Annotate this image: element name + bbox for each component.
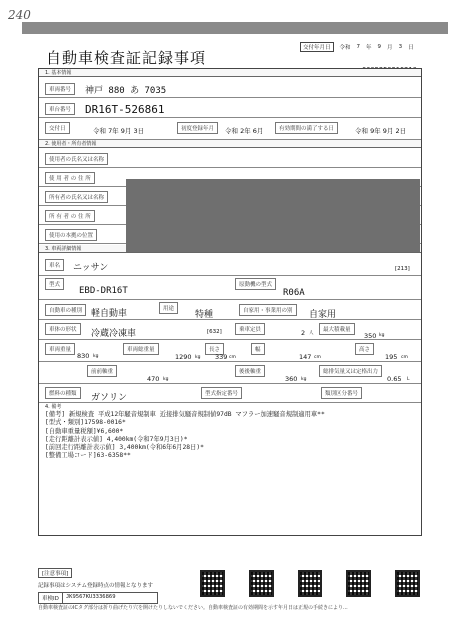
- notice-block: [38, 568, 188, 604]
- expiry-value: 令和 9年 9月 2日: [355, 127, 407, 135]
- dates-row: [39, 118, 421, 140]
- gross-weight-unit: kg: [195, 355, 201, 360]
- length-unit: cm: [229, 355, 236, 360]
- height-value: 195: [385, 353, 398, 361]
- qr-code-icon: [395, 570, 420, 597]
- chassis-number: DR16T-526861: [85, 103, 165, 116]
- front-axle-unit: kg: [163, 377, 169, 382]
- capacity-label: 乗車定員: [235, 323, 265, 335]
- type-row: [39, 276, 421, 300]
- width-value: 147: [299, 353, 312, 361]
- weight-label: 車両重量: [45, 343, 75, 355]
- maker-row: [39, 254, 421, 276]
- footer-notice: 自動車検査証のICタグ部分は折り曲げたり穴を開けたりしないでください。自動車検査証の有効期間を示す年月日は正規の手続きにより...: [38, 605, 348, 611]
- maker-code: [213]: [395, 266, 410, 272]
- issue-era: 令和: [339, 45, 351, 51]
- rear-axle-label: 後後軸重: [235, 365, 265, 377]
- registration-row: [39, 78, 421, 98]
- header-bar: [22, 22, 448, 34]
- note-line: [走行距離計表示値] 4,400km(令和7年9月3日)*: [45, 435, 188, 443]
- use-value: 特種: [195, 310, 214, 320]
- section-owner: 2. 使用者・所有者情報: [39, 140, 421, 148]
- body-value: 冷蔵冷凍車: [91, 329, 137, 339]
- owner-label-base-location: 使用の本拠の位置: [45, 229, 97, 241]
- page-title: 自動車検査証記録事項: [46, 49, 207, 67]
- displacement-value: 0.65: [387, 375, 402, 383]
- load-value: 350: [364, 332, 377, 340]
- issue-day-suffix: 日: [408, 45, 414, 51]
- width-unit: cm: [314, 355, 321, 360]
- load-label: 最大積載量: [319, 323, 355, 335]
- engine-label: 原動機の型式: [235, 278, 276, 290]
- owner-label-user-name: 使用者の氏名又は名称: [45, 153, 108, 165]
- section-vehicle: 3. 車両詳細情報: [39, 245, 421, 253]
- owner-label-owner-name: 所有者の氏名又は名称: [45, 191, 108, 203]
- rear-axle-value: 360: [285, 375, 298, 383]
- section-basic: 1. 基本情報: [39, 69, 421, 77]
- front-axle-label: 前前軸重: [87, 365, 117, 377]
- handwritten-number: 240: [8, 8, 31, 22]
- first-registration-value: 令和 2年 6月: [225, 127, 264, 135]
- kind-row: [39, 300, 421, 320]
- note-line: [自動車重量税額]¥6,600*: [45, 427, 124, 435]
- owner-row-1: [39, 149, 421, 168]
- gross-weight-value: 1290: [175, 353, 192, 361]
- axle-row: [39, 362, 421, 384]
- maker-value: ニッサン: [73, 263, 109, 273]
- vehicle-id-box: [38, 592, 158, 604]
- weight-value: 830: [77, 352, 90, 360]
- first-registration-label: 初度登録年月: [177, 122, 218, 134]
- fuel-label: 燃料の種類: [45, 387, 81, 399]
- qr-code-icon: [249, 570, 274, 597]
- weight-unit: kg: [93, 354, 99, 359]
- issue-month: 9: [377, 44, 382, 50]
- category-number-label: 類別区分番号: [321, 387, 362, 399]
- kind-label: 自動車の種別: [45, 304, 86, 316]
- model-number-label: 型式指定番号: [201, 387, 242, 399]
- issue-year: 7: [356, 44, 361, 50]
- issue-day: 3: [398, 44, 403, 50]
- notice-text: 記録事項はシステム登録時点の情報となります: [38, 583, 153, 589]
- chassis-label: 車台番号: [45, 103, 75, 115]
- kind-value: 軽自動車: [91, 309, 128, 319]
- vehicle-id-value: JK9567KU3336869: [65, 594, 116, 600]
- qr-code-icon: [200, 570, 225, 597]
- vehicle-id-label: 車検ID: [39, 593, 63, 603]
- capacity-unit: 人: [309, 331, 314, 336]
- fuel-row: [39, 384, 421, 403]
- purpose-value: 自家用: [309, 310, 337, 320]
- issue-year-suffix: 年: [366, 45, 372, 51]
- weight-row: [39, 340, 421, 362]
- redacted-owner-info: [126, 179, 420, 252]
- qr-code-icon: [346, 570, 371, 597]
- load-unit: kg: [379, 333, 385, 338]
- displacement-label: 総排気量又は定格出力: [319, 365, 382, 377]
- owner-label-owner-address: 所 有 者 の 住 所: [45, 210, 95, 222]
- registration-number: 神戸 880 あ 7035: [85, 86, 167, 96]
- fuel-value: ガソリン: [91, 393, 128, 403]
- note-line: [備考] 新規検査 平成12年騒音規制車 近接排気騒音規制値97dB マフラー加速騒音規制適用車**: [45, 411, 325, 418]
- registration-label: 車両番号: [45, 83, 75, 95]
- chassis-row: [39, 98, 421, 118]
- height-unit: cm: [401, 355, 408, 360]
- qr-code-group: [200, 570, 420, 597]
- notes-block: [45, 411, 415, 461]
- capacity-value: 2: [301, 329, 306, 337]
- issue-date-value: 令和 7年 9月 3日: [93, 127, 145, 135]
- engine-value: R06A: [283, 288, 305, 298]
- rear-axle-unit: kg: [301, 377, 307, 382]
- qr-code-icon: [298, 570, 323, 597]
- displacement-unit: L: [407, 377, 410, 382]
- front-axle-value: 470: [147, 375, 160, 383]
- issue-date: [300, 42, 420, 52]
- note-line: [整備工場コード]63-6358**: [45, 452, 131, 460]
- issue-date-field-label: 交付日: [45, 122, 70, 134]
- maker-label: 車名: [45, 259, 64, 271]
- notes-section-label: 4. 備考: [39, 403, 421, 411]
- type-value: EBD-DR16T: [79, 286, 128, 296]
- note-line: [前回走行距離計表示値] 3,400km(令和6年6月28日)*: [45, 444, 204, 452]
- issue-month-suffix: 月: [387, 45, 393, 51]
- body-label: 車体の形状: [45, 323, 81, 335]
- use-label: 用途: [159, 302, 178, 314]
- expiry-label: 有効期間の満了する日: [275, 122, 338, 134]
- owner-label-user-address: 使 用 者 の 住 所: [45, 172, 95, 184]
- record-frame: [38, 68, 422, 536]
- body-row: [39, 320, 421, 340]
- width-label: 幅: [251, 343, 265, 355]
- type-label: 型式: [45, 278, 64, 290]
- height-label: 高さ: [355, 343, 374, 355]
- length-value: 339: [215, 353, 228, 361]
- gross-weight-label: 車両総重量: [123, 343, 159, 355]
- issue-date-label: 交付年月日: [300, 42, 334, 52]
- body-code: [632]: [207, 329, 222, 335]
- notice-label: [注意事項]: [38, 568, 72, 578]
- length-label: 長さ: [205, 343, 224, 355]
- note-line: [型式・類別]17598-0016*: [45, 419, 126, 427]
- purpose-label: 自家用・事業用の別: [239, 304, 297, 316]
